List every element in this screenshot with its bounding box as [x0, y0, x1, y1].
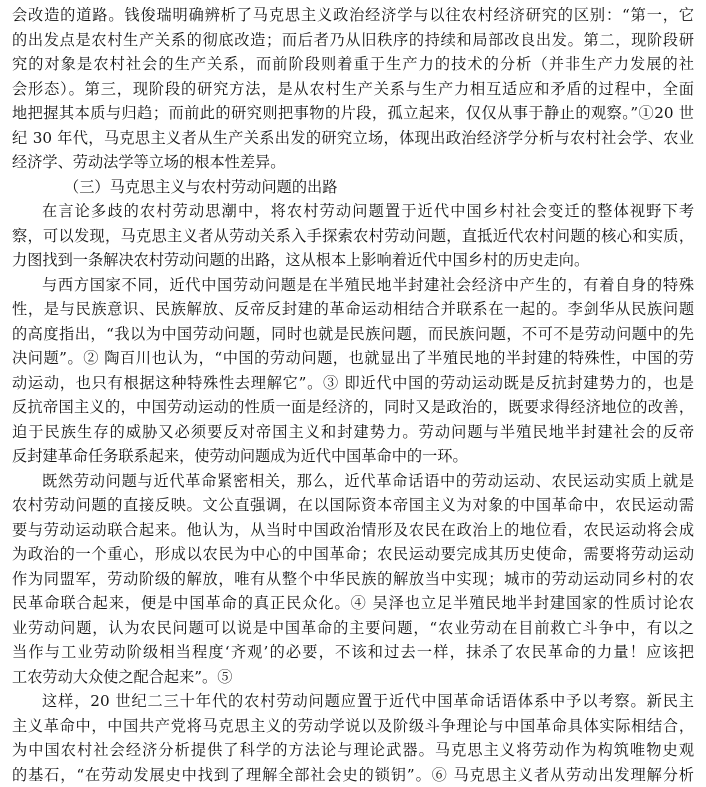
text-line: 经济学、劳动法学等立场的根本性差异。	[12, 150, 694, 175]
text-line: 会改造的道路。钱俊瑞明确辨析了马克思主义政治经济学与以往农村经济研究的区别：“第一，它	[12, 3, 694, 28]
text-line: 迫于民族生存的威胁又必须要反对帝国主义和封建势力。劳动问题与半殖民地半封建社会的反帝	[12, 420, 694, 445]
text-line: 地把握其本质与归趋；而前此的研究则把事物的片段，孤立起来，仅仅从事于静止的观察。”①20 世	[12, 101, 694, 126]
article-body	[12, 3, 694, 787]
text-line: 动运动，也只有根据这种特殊性去理解它”。③ 即近代中国的劳动运动既是反抗封建势力的，也是	[12, 371, 694, 396]
text-line: 业劳动问题，认为农民问题可以说是中国革命的主要问题，“农业劳动在目前救亡斗争中，有以之	[12, 616, 694, 641]
text-line: 的出发点是农村生产关系的彻底改造；而后者乃从旧秩序的持续和局部改良出发。第二，现阶段研	[12, 28, 694, 53]
text-line: 反抗帝国主义的，中国劳动运动的性质一面是经济的，同时又是政治的，既要求得经济地位的改善，	[12, 395, 694, 420]
text-line: 民革命联合起来，便是中国革命的真正民众化。④ 吴泽也立足半殖民地半封建国家的性质讨论农	[12, 591, 694, 616]
text-line: 会形态）。第三，现阶段的研究方法，是从农村生产关系与生产力相互适应和矛盾的过程中，全面	[12, 77, 694, 102]
text-line: 当作与工业劳动阶级相当程度‘齐观’的必要，不该和过去一样，抹杀了农民革命的力量！应该把	[12, 640, 694, 665]
text-line: 在言论多歧的农村劳动思潮中，将农村劳动问题置于近代中国乡村社会变迁的整体视野下考	[12, 199, 694, 224]
text-line: 究的对象是农村社会的生产关系，而前阶段则着重于生产力的技术的分析（并非生产力发展的社	[12, 52, 694, 77]
text-line: 为中国农村社会经济分析提供了科学的方法论与理论武器。马克思主义将劳动作为构筑唯物史观	[12, 738, 694, 763]
text-line: 的基石，“在劳动发展史中找到了理解全部社会史的锁钥”。⑥ 马克思主义者从劳动出发理解分析	[12, 763, 694, 787]
text-line: 作为同盟军，劳动阶级的解放，唯有从整个中华民族的解放当中实现；城市的劳动运动同乡村的农	[12, 567, 694, 592]
text-line: 力图找到一条解决农村劳动问题的出路，这从根本上影响着近代中国乡村的历史走向。	[12, 248, 694, 273]
text-line: 工农劳动大众使之配合起来”。⑤	[12, 665, 694, 690]
text-line: 要与劳动运动联合起来。他认为，从当时中国政治情形及农民在政治上的地位看，农民运动将会成	[12, 518, 694, 543]
text-line: 主义革命中，中国共产党将马克思主义的劳动学说以及阶级斗争理论与中国革命具体实际相结合，	[12, 714, 694, 739]
text-line: 察，可以发现，马克思主义者从劳动关系入手探索农村劳动问题，直抵近代农村问题的核心和实质，	[12, 224, 694, 249]
text-line: 反封建革命任务联系起来，使劳动问题成为近代中国革命中的一环。	[12, 444, 694, 469]
text-line: 这样，20 世纪二三十年代的农村劳动问题应置于近代中国革命话语体系中予以考察。新民主	[12, 689, 694, 714]
text-line: 农村劳动问题的直接反映。文公直强调，在以国际资本帝国主义为对象的中国革命中，农民运动需	[12, 493, 694, 518]
text-line: 纪 30 年代，马克思主义者从生产关系出发的研究立场，体现出政治经济学分析与农村社会学、农业	[12, 126, 694, 151]
text-line: 为政治的一个重心，形成以农民为中心的中国革命；农民运动要完成其历史使命，需要将劳动运动	[12, 542, 694, 567]
text-line: 决问题”。② 陶百川也认为，“中国的劳动问题，也就显出了半殖民地的半封建的特殊性，中国的劳	[12, 346, 694, 371]
text-line: 既然劳动问题与近代革命紧密相关，那么，近代革命话语中的劳动运动、农民运动实质上就是	[12, 469, 694, 494]
text-line: 性，是与民族意识、民族解放、反帝反封建的革命运动相结合并联系在一起的。李剑华从民族问题	[12, 297, 694, 322]
text-line: 与西方国家不同，近代中国劳动问题是在半殖民地半封建社会经济中产生的，有着自身的特殊	[12, 273, 694, 298]
section-heading: （三）马克思主义与农村劳动问题的出路	[12, 175, 694, 200]
text-line: 的高度指出，“我以为中国劳动问题，同时也就是民族问题，而民族问题，不可不是劳动问题中的先	[12, 322, 694, 347]
